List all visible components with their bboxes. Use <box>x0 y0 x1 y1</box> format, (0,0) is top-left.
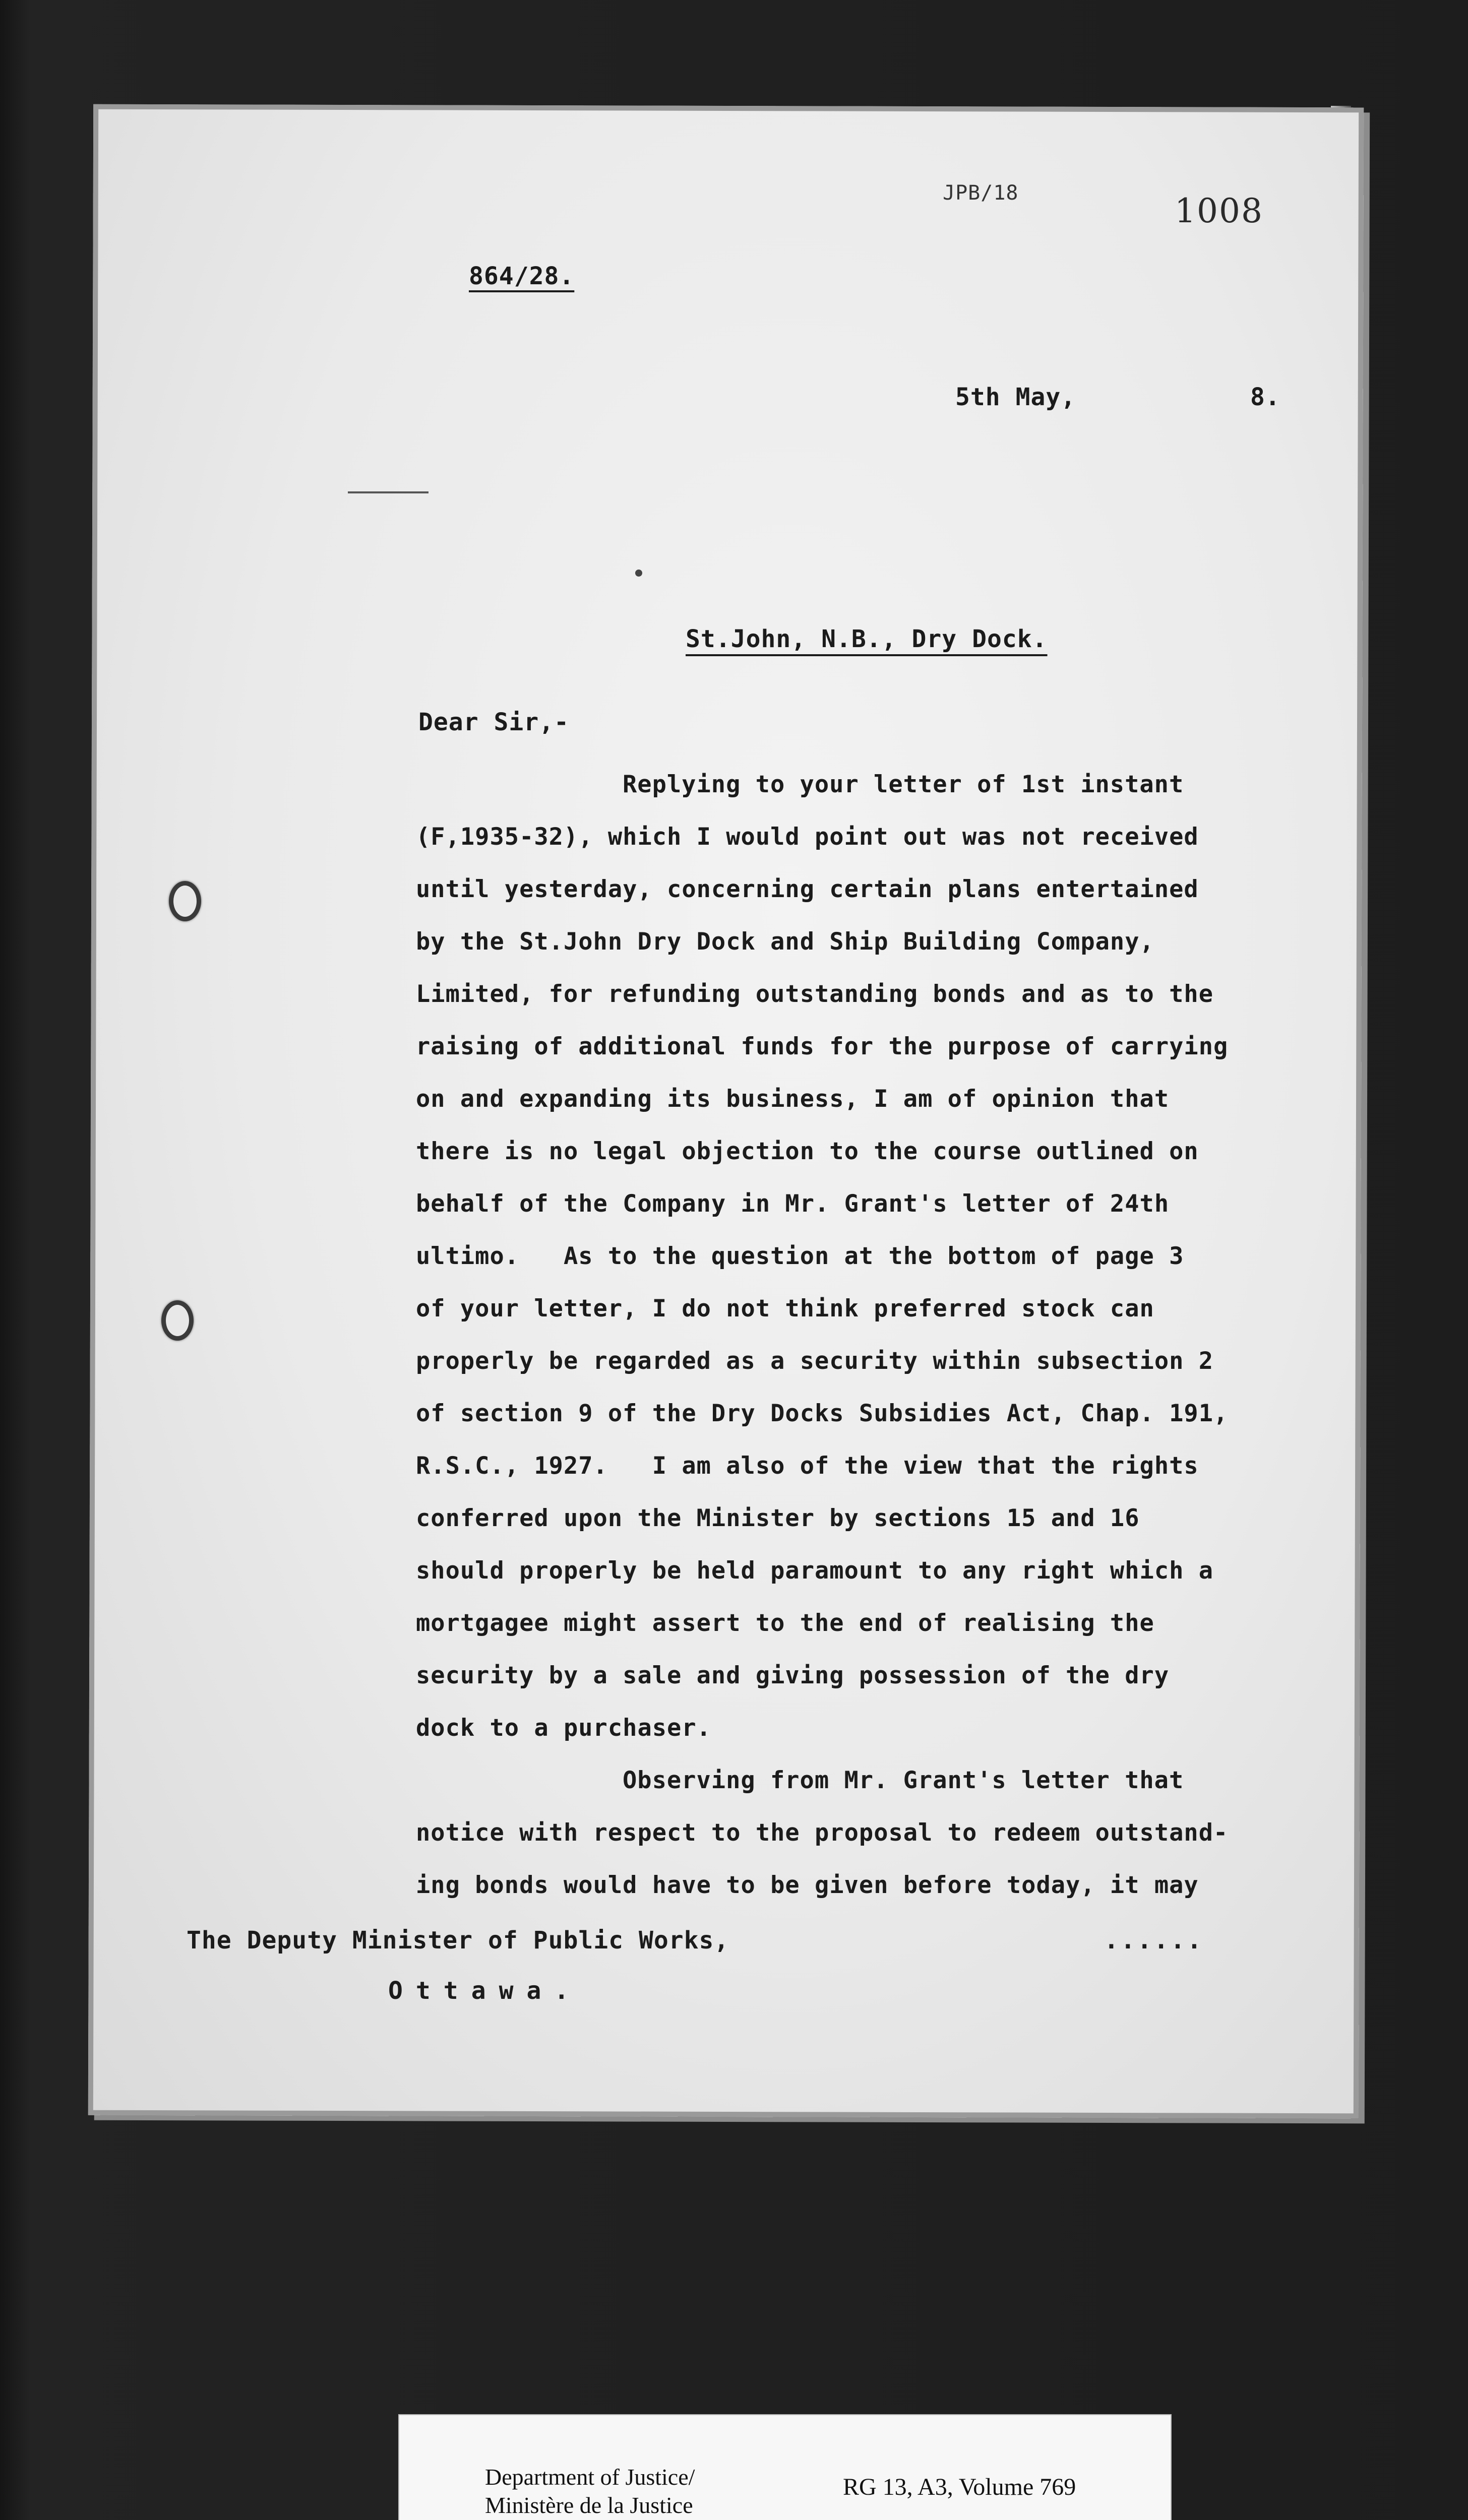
body-line: (F,1935-32), which I would point out was not received <box>416 823 1199 851</box>
body-line: ing bonds would have to be given before today, it may <box>416 1871 1199 1899</box>
pencil-mark <box>348 491 429 493</box>
addressee-city: Ottawa. <box>388 1977 582 2005</box>
department-name <box>485 2463 695 2519</box>
letter-date: 5th May, <box>955 383 1076 411</box>
continuation-dots: ...... <box>1104 1926 1204 1955</box>
body-line: of your letter, I do not think preferred stock can <box>416 1295 1154 1322</box>
body-line: by the St.John Dry Dock and Ship Building Company, <box>416 928 1154 956</box>
department-en: Department of Justice/ <box>485 2464 695 2490</box>
body-line: until yesterday, concerning certain plans entertained <box>416 875 1199 903</box>
body-line: raising of additional funds for the purpose of carrying <box>416 1033 1229 1060</box>
letter-subject: St.John, N.B., Dry Dock. <box>686 625 1048 653</box>
body-line: conferred upon the Minister by sections 15 and 16 <box>416 1504 1140 1532</box>
body-line: should properly be held paramount to any right which a <box>416 1557 1214 1585</box>
body-line: notice with respect to the proposal to redeem outstand- <box>416 1819 1229 1847</box>
page-number: 8. <box>1250 383 1280 411</box>
addressee: The Deputy Minister of Public Works, <box>187 1926 729 1955</box>
ink-speck <box>635 570 642 577</box>
body-line: ultimo. As to the question at the bottom of page 3 <box>416 1242 1184 1270</box>
body-line: Limited, for refunding outstanding bonds and as to the <box>416 980 1214 1008</box>
file-number: 864/28. <box>469 262 575 290</box>
body-line: dock to a purchaser. <box>416 1714 711 1742</box>
record-group-reference: RG 13, A3, Volume 769 <box>843 2474 1076 2500</box>
department-fr: Ministère de la Justice <box>485 2492 693 2518</box>
folio-number: 1008 <box>1175 192 1263 230</box>
stamp-reference: JPB/18 <box>943 181 1019 205</box>
body-line: R.S.C., 1927. I am also of the view that the rights <box>416 1452 1199 1480</box>
salutation: Dear Sir,- <box>418 708 569 736</box>
body-line: behalf of the Company in Mr. Grant's letter of 24th <box>416 1190 1170 1218</box>
body-line: on and expanding its business, I am of opinion that <box>416 1085 1170 1113</box>
body-line: Replying to your letter of 1st instant <box>623 771 1184 798</box>
body-line: security by a sale and giving possession of the dry <box>416 1662 1170 1689</box>
punch-hole <box>161 1300 194 1341</box>
body-line: Observing from Mr. Grant's letter that <box>623 1767 1184 1794</box>
punch-hole <box>169 881 201 921</box>
body-line: of section 9 of the Dry Docks Subsidies Act, Chap. 191, <box>416 1400 1229 1427</box>
body-line: properly be regarded as a security within subsection 2 <box>416 1347 1214 1375</box>
body-line: mortgagee might assert to the end of realising the <box>416 1609 1154 1637</box>
archive-reference-label <box>398 2414 1172 2520</box>
body-line: there is no legal objection to the course outlined on <box>416 1138 1199 1165</box>
letter-body <box>416 759 1298 1912</box>
